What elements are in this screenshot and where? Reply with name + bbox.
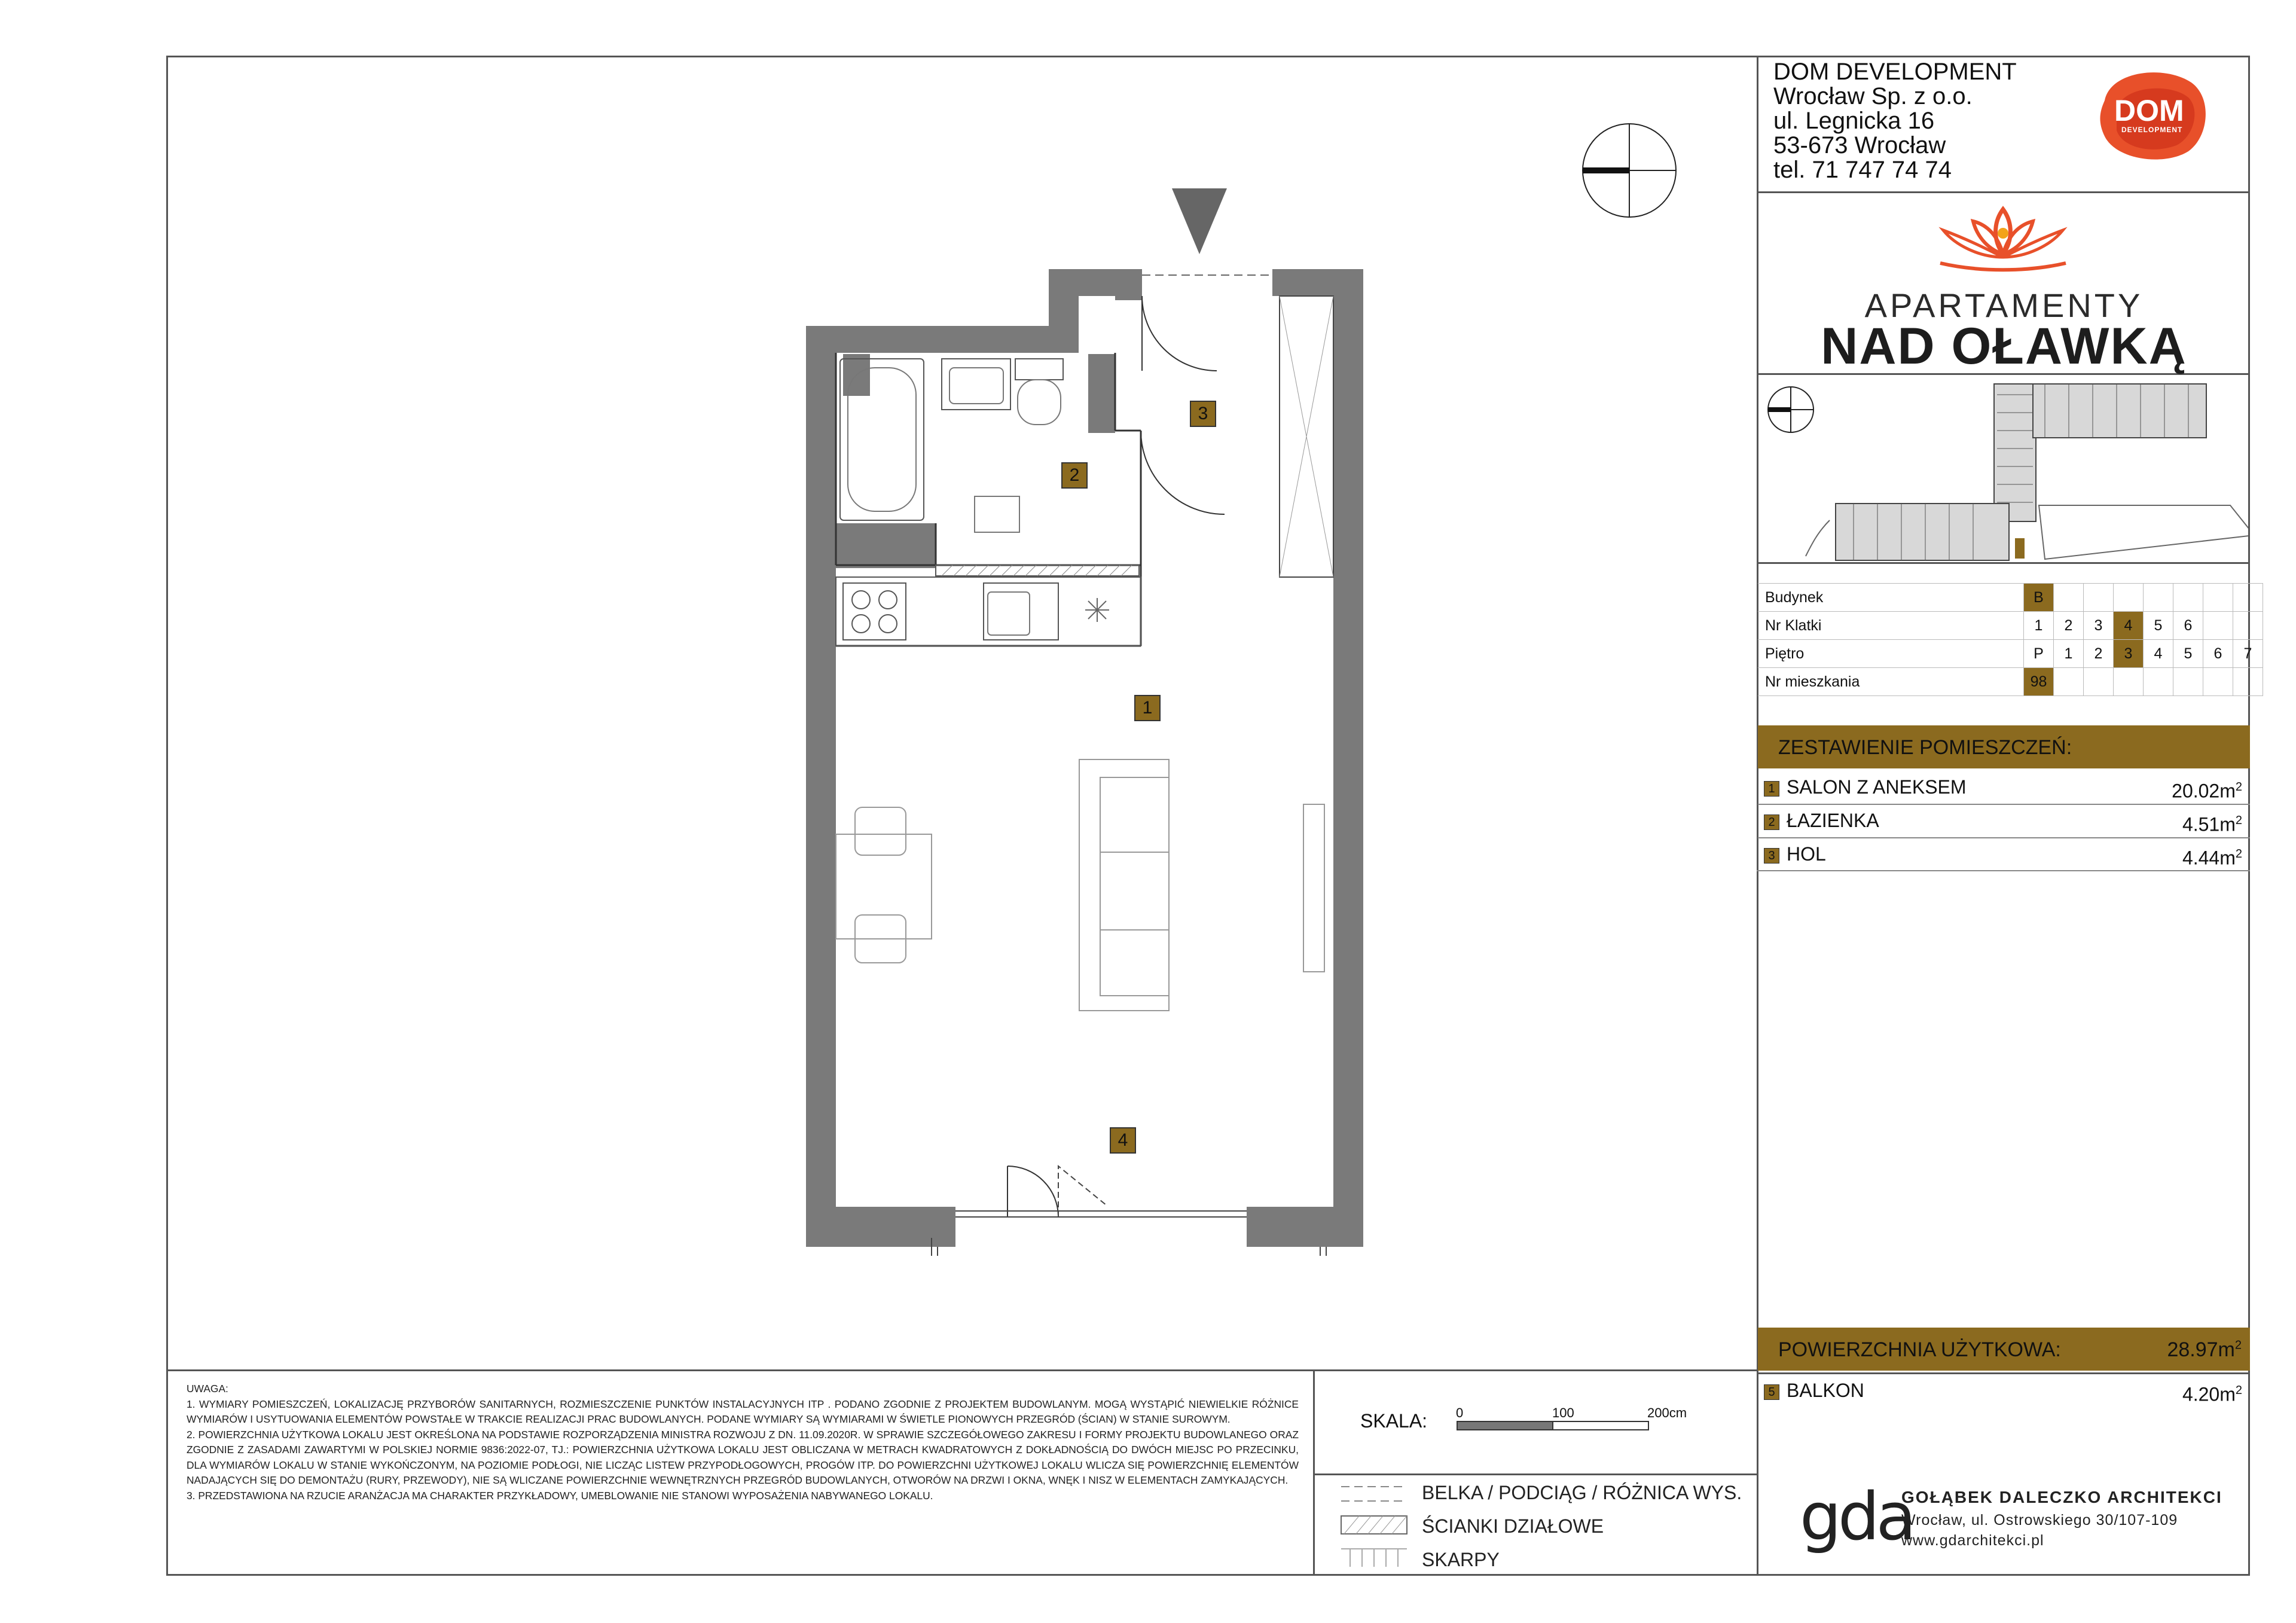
legend-beam: BELKA / PODCIĄG / RÓŻNICA WYS. [1422,1482,1742,1503]
label-stairwell: Nr Klatki [1758,612,2024,640]
balcony-area-unit: 2 [2235,1384,2242,1397]
cell [2114,584,2144,612]
cell: 2 [2084,640,2114,668]
balcony-name: BALKON [1787,1380,1864,1401]
notes-scale-divider [1313,1369,1315,1576]
cell [2054,668,2084,696]
room-area-value: 4.51m [2182,813,2236,835]
room-area-unit: 2 [2235,847,2242,861]
architect-name: GOŁĄBEK DALECZKO ARCHITEKCI [1901,1488,2222,1506]
reveal-legend-icon [1338,1546,1410,1570]
room-row-2 [1764,804,2242,837]
cell: 2 [2054,612,2084,640]
cell [2084,668,2114,696]
scale-bar [1456,1420,1671,1432]
project-subtitle: APARTAMENTY [1864,286,2144,324]
cell [2084,584,2114,612]
room-number: 3 [1764,848,1779,864]
tv-cabinet [1303,804,1324,972]
room-tag-4: 4 [1110,1127,1136,1154]
legend-partitions: ŚCIANKI DZIAŁOWE [1422,1515,1604,1537]
row-apartment-number [1758,668,2263,696]
dom-development-logo [2093,65,2212,166]
site-plan-thumbnail [1794,377,2248,562]
cell: 3 [2084,612,2114,640]
room-tag-3: 3 [1190,401,1216,427]
legend-reveals: SKARPY [1422,1549,1500,1570]
room-area [2172,770,2242,808]
architect-website: www.gdarchitekci.pl [1901,1532,2044,1549]
cell: 7 [2233,640,2263,668]
notes-title: UWAGA: [187,1383,228,1395]
total-area-value [2167,1338,2242,1362]
cell: 4 [2114,612,2144,640]
balcony-number: 5 [1764,1384,1779,1400]
developer-city: 53-673 Wrocław [1773,132,1946,158]
room-area-unit: 2 [2235,814,2242,827]
dom-logo-sub: DEVELOPMENT [2121,126,2183,134]
architect-contact [1901,1510,2178,1551]
tb-line-3 [1757,562,2250,564]
scale-tick-0: 0 [1456,1405,1464,1420]
cell [2144,584,2173,612]
bath-sink [942,359,1010,410]
washing-machine [975,496,1019,532]
rooms-header-text: ZESTAWIENIE POMIESZCZEŃ: [1778,736,2072,759]
cell: 6 [2203,640,2233,668]
project-title: NAD OŁAWKĄ [1821,318,2187,375]
chair [855,807,906,855]
lotus-logo-icon [1925,197,2081,275]
room-area-value: 20.02m [2172,780,2236,802]
total-area-bar [1758,1328,2250,1371]
room-tag-2: 2 [1061,462,1088,489]
room-row-3 [1764,837,2242,871]
total-area-label: POWIERZCHNIA UŻYTKOWA: [1778,1338,2061,1361]
balcony-area-value: 4.20m [2182,1383,2236,1405]
cell: 1 [2054,640,2084,668]
balcony-area [2182,1374,2242,1411]
label-apartment-number: Nr mieszkania [1758,668,2024,696]
room-name: ŁAZIENKA [1787,810,1879,831]
partition-hatch [936,565,1139,576]
cell: 6 [2173,612,2203,640]
room-number: 1 [1764,781,1779,797]
notes-divider [166,1369,1758,1371]
cell [2114,668,2144,696]
cell [2054,584,2084,612]
dom-logo-word: DOM [2114,94,2184,127]
cell [2233,584,2263,612]
row-building [1758,584,2263,612]
note-2: 2. POWIERZCHNIA UŻYTKOWA LOKALU JEST OKREŚLONA NA PODSTAWIE ROZPORZĄDZENIA MINISTRA ROZWOJU Z DN. 11.09.2020R. W SPRAWIE SZCZEGÓŁOWEGO ZAKRESU I FORMY PROJEKTU BUDOWLANEGO ORAZ ZGODNIE Z ZASADAMI ZAWARTYMI W POLSKIEJ NORMIE 9836:2022-07, TJ.: POWIERZCHNIA UŻYTKOWA LOKALU JEST OBLICZANA W METRACH KWADRATOWYCH Z DOKŁADNOŚCIĄ DO DWÓCH MIEJSC PO PRZECINKU, DLA WYMIARÓW LOKALU W STANIE WYKOŃCZONYM, NA POZIOMIE PODŁOGI, NIE LICZĄC LISTEW PRZYPODŁOGOWYCH, PROGÓW ITP. DO POWIERZCHNI UŻYTKOWEJ LOKALU WLICZA SIĘ POWIERZCHNIĘ ELEMENTÓW NADAJĄCYCH SIĘ DO DEMONTAŻU (RURY, PRZEWODY), NIE SĄ WLICZANE POWIERZCHNIE WEWNĘTRZNYCH PRZEGRÓD BUDOWLANYCH, OTWORÓW NA DRZWI I OKNA, WNĘK I NISZ W ELEMENTACH ZAMYKAJĄCYCH. [187,1428,1299,1486]
fridge-star-icon [1085,598,1109,622]
total-area-number: 28.97m [2167,1338,2235,1361]
cell: 5 [2173,640,2203,668]
cell [2203,584,2233,612]
north-arrow [1578,120,1680,221]
tb-line-1 [1757,191,2250,193]
cell [2203,668,2233,696]
entrance-arrow-icon [1172,188,1227,254]
toilet [1015,359,1063,380]
rooms-header [1758,725,2250,768]
cell [2173,668,2203,696]
cell [2203,612,2233,640]
label-floor: Piętro [1758,640,2024,668]
cooktop [843,583,906,640]
cell: 4 [2144,640,2173,668]
partition-legend-icon [1338,1513,1410,1537]
cell [2233,612,2263,640]
gda-logo: gda [1800,1478,1913,1555]
architect-address: Wrocław, ul. Ostrowskiego 30/107-109 [1901,1512,2178,1529]
cell [2173,584,2203,612]
sofa [1079,759,1169,1011]
room-area [2182,804,2242,841]
notes-block [187,1381,1299,1503]
note-3: 3. PRZEDSTAWIONA NA RZUCIE ARANŻACJA MA CHARAKTER PRZYKŁADOWY, UMEBLOWANIE NIE STANOWI WYPOSAŻENIA NABYWANEGO LOKALU. [187,1489,933,1502]
dining-table [836,834,932,939]
room-tag-1: 1 [1134,695,1161,721]
developer-name: DOM DEVELOPMENT [1773,59,2017,85]
total-area-unit: 2 [2234,1338,2242,1352]
developer-street: ul. Legnicka 16 [1773,108,1935,134]
developer-phone: tel. 71 747 74 74 [1773,157,1952,183]
row-stairwell [1758,612,2263,640]
developer-address [1773,60,2017,182]
room-area-unit: 2 [2235,780,2242,794]
label-building: Budynek [1758,584,2024,612]
room-name: HOL [1787,843,1826,865]
cell [2144,668,2173,696]
cell: 98 [2024,668,2054,696]
scale-label: SKALA: [1360,1410,1428,1432]
row-floor [1758,640,2263,668]
balcony-row [1764,1374,2242,1407]
cell: B [2024,584,2054,612]
floor-plan [795,179,1423,1256]
cell: 1 [2024,612,2054,640]
room-name: SALON Z ANEKSEM [1787,776,1967,798]
cell: 5 [2144,612,2173,640]
beam-legend-icon [1338,1482,1410,1506]
cell: P [2024,640,2054,668]
developer-company: Wrocław Sp. z o.o. [1773,83,1973,109]
room-area [2182,837,2242,875]
room-number: 2 [1764,814,1779,830]
scale-tick-100: 100 [1552,1405,1574,1420]
apartment-info-table [1758,583,2263,696]
room-area-value: 4.44m [2182,847,2236,869]
room-row-1 [1764,770,2242,804]
cell: 3 [2114,640,2144,668]
scale-tick-200: 200cm [1647,1405,1687,1420]
cell [2233,668,2263,696]
note-1: 1. WYMIARY POMIESZCZEŃ, LOKALIZACJĘ PRZYBORÓW SANITARNYCH, ROZMIESZCZENIE PUNKTÓW INSTALACYJNYCH ITP . PODANO ZGODNIE Z PROJEKTEM BUDOWLANYM. MOGĄ WYSTĄPIĆ NIEWIELKIE RÓŻNICE WYMIARÓW I USYTUOWANIA ELEMENTÓW POWSTAŁE W TRAKCIE REALIZACJI PRAC BUDOWLANYCH. PODANE WYMIARY SĄ WYMIARAMI W ŚWIETLE PIONOWYCH PRZEGRÓD (ŚCIAN) W STANIE SUROWYM. [187,1398,1299,1425]
scale-legend-divider [1313,1473,1758,1475]
